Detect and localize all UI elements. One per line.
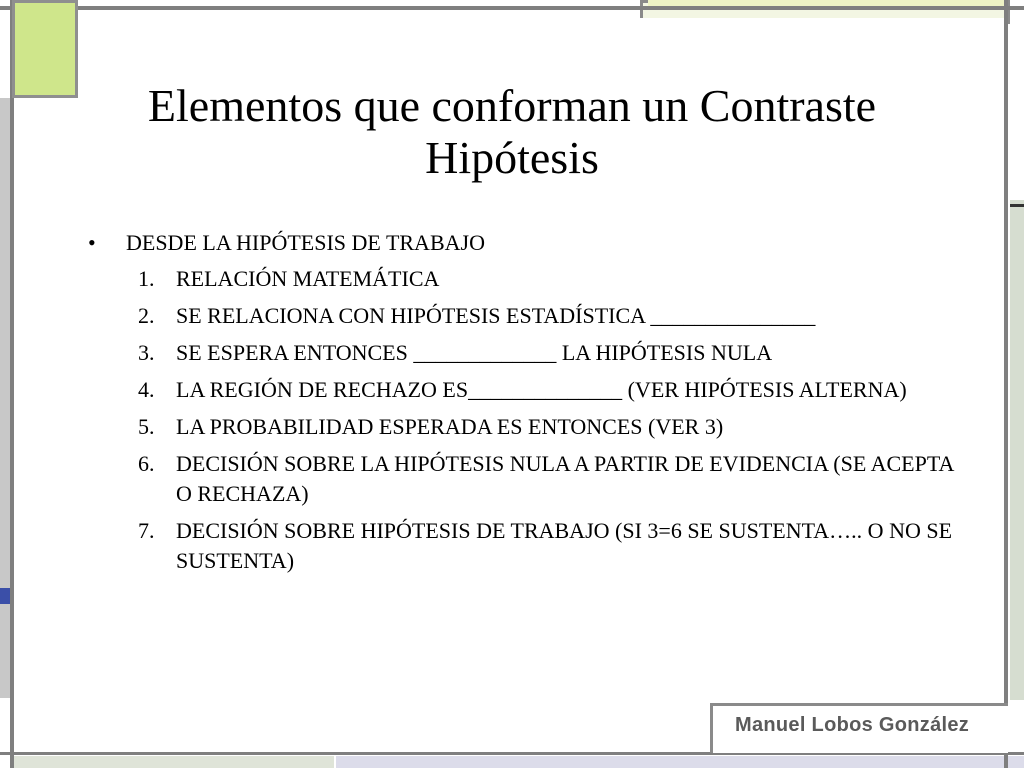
author-name: Manuel Lobos González [735,714,970,736]
numbered-list [138,264,968,576]
slide-title [60,80,964,184]
list-item [138,449,968,509]
title-line-1: Elementos que conforman un Contraste [147,80,877,131]
list-item-number: 5. [138,414,155,439]
list-item-text: RELACIÓN MATEMÁTICA [176,266,440,291]
list-item-text: SE RELACIONA CON HIPÓTESIS ESTADÍSTICA _______________ [176,303,816,328]
blue-edge-mark [0,588,10,604]
list-item-number: 1. [138,266,155,291]
list-item-text: DECISIÓN SOBRE HIPÓTESIS DE TRABAJO (SI 3=6 SE SUSTENTA….. O NO SE SUSTENTA) [176,518,953,573]
list-item-text: SE ESPERA ENTONCES _____________ LA HIPÓTESIS NULA [176,340,773,365]
list-item-text: LA PROBABILIDAD ESPERADA ES ENTONCES (VER 3) [176,414,724,439]
list-item [138,338,968,368]
bullet-dot-icon: • [88,230,96,255]
bullet-item [88,228,968,258]
title-line-2: Hipótesis [425,132,599,183]
frame-right-line [1004,0,1008,768]
list-item-number: 7. [138,518,155,543]
list-item-text: LA REGIÓN DE RECHAZO ES______________ (VER HIPÓTESIS ALTERNA) [176,377,907,402]
list-item [138,301,968,331]
list-item-number: 2. [138,303,155,328]
list-item [138,412,968,442]
slide-body [88,228,968,583]
bullet-text: DESDE LA HIPÓTESIS DE TRABAJO [126,230,485,255]
left-decor-band [0,98,10,698]
list-item-number: 4. [138,377,155,402]
bottom-decor-band-right [336,756,1024,768]
frame-top-line [0,6,1024,10]
list-item [138,264,968,294]
list-item [138,375,968,405]
list-item [138,516,968,576]
list-item-number: 3. [138,340,155,365]
list-item-text: DECISIÓN SOBRE LA HIPÓTESIS NULA A PARTIR DE EVIDENCIA (SE ACEPTA O RECHAZA) [176,451,954,506]
right-decor-band [1010,200,1024,700]
list-item-number: 6. [138,451,155,476]
right-edge-mark [1010,204,1024,207]
frame-left-line [10,0,14,768]
bottom-decor-band-left [14,756,334,768]
